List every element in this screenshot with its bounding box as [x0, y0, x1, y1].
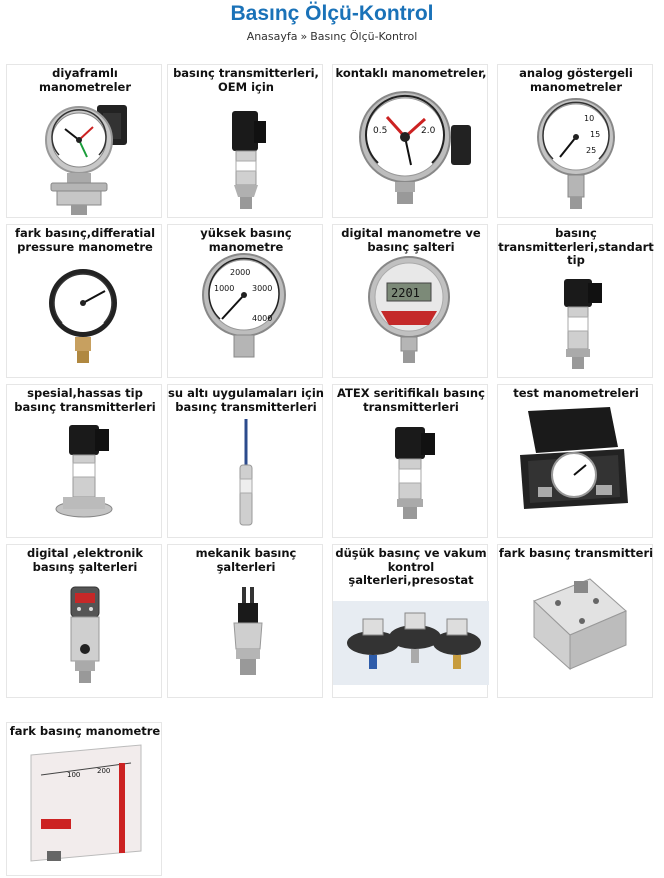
differential-transmitter-block-icon	[498, 545, 654, 699]
svg-text:1000: 1000	[214, 284, 235, 293]
product-card-analog-manometreler[interactable]	[497, 64, 653, 218]
breadcrumb	[0, 30, 664, 43]
svg-text:2000: 2000	[230, 268, 251, 277]
svg-text:10: 10	[584, 114, 595, 123]
test-manometer-case-icon	[498, 385, 654, 539]
product-label: su altı uygulamaları için basınç transmitterleri	[168, 386, 324, 414]
oem-pressure-transmitter-icon	[168, 65, 324, 219]
product-card-kontakli-manometreler[interactable]	[332, 64, 488, 218]
product-grid	[4, 62, 660, 874]
high-pressure-gauge-icon	[168, 225, 324, 379]
contact-manometer-icon	[333, 65, 489, 219]
submersible-transmitter-icon	[168, 385, 324, 539]
diaphragm-manometer-icon	[7, 65, 163, 219]
product-card-fark-basinc-transmitteri[interactable]	[497, 544, 653, 698]
product-card-atex-transmitter[interactable]	[332, 384, 488, 538]
standard-pressure-transmitter-icon	[498, 225, 654, 379]
product-card-presostat[interactable]	[332, 544, 488, 698]
product-label: analog göstergeli manometreler	[519, 66, 633, 94]
svg-text:200: 200	[97, 767, 111, 775]
product-label: mekanik basınç şalterleri	[195, 546, 297, 574]
product-label: kontaklı manometreler,	[335, 66, 487, 80]
hygienic-pressure-transmitter-icon	[7, 385, 163, 539]
product-label: yüksek basınç manometre	[200, 226, 292, 254]
product-label: ATEX seritifikalı basınç transmitterleri	[337, 386, 485, 414]
product-label: düşük basınç ve vakum kontrol şalterleri,presostat	[335, 546, 487, 587]
product-card-spesial-transmitter[interactable]	[6, 384, 162, 538]
svg-text:0.5: 0.5	[373, 126, 388, 136]
product-card-standart-transmitter[interactable]	[497, 224, 653, 378]
svg-text:2201: 2201	[391, 286, 420, 300]
product-label: digital ,elektronik basınş şalterleri	[27, 546, 143, 574]
product-card-digital-manometre[interactable]	[332, 224, 488, 378]
product-label: fark basınç transmitteri	[498, 546, 654, 560]
product-card-su-alti-transmitter[interactable]	[167, 384, 323, 538]
differential-pressure-gauge-icon	[7, 225, 163, 379]
inclined-manometer-icon	[7, 723, 163, 877]
svg-text:3000: 3000	[252, 284, 273, 293]
svg-text:15: 15	[590, 130, 601, 139]
product-card-mekanik-salter[interactable]	[167, 544, 323, 698]
product-label: basınç transmitterleri, OEM için	[173, 66, 319, 94]
mechanical-pressure-switch-icon	[168, 545, 324, 699]
page-title: Basınç Ölçü-Kontrol	[230, 2, 434, 25]
product-label: basınç transmitterleri,standart tip	[498, 226, 654, 267]
product-label: digital manometre ve basınç şalteri	[341, 226, 481, 254]
product-label: diyaframlı manometreler	[39, 66, 131, 94]
analog-gauge-manometer-icon	[498, 65, 654, 219]
vacuum-presostat-icon	[333, 545, 489, 699]
breadcrumb-separator: »	[300, 30, 308, 43]
svg-text:100: 100	[67, 771, 81, 779]
product-card-yuksek-basinc-manometre[interactable]	[167, 224, 323, 378]
digital-manometer-icon	[333, 225, 489, 379]
product-card-fark-basinc-manometre[interactable]	[6, 224, 162, 378]
product-label: fark basınç,differatial pressure manometre	[14, 226, 156, 254]
product-label: fark basınç manometre	[9, 724, 161, 738]
atex-transmitter-icon	[333, 385, 489, 539]
svg-text:2.0: 2.0	[421, 126, 436, 136]
product-label: spesial,hassas tip basınç transmitterleri	[14, 386, 156, 414]
breadcrumb-current: Basınç Ölçü-Kontrol	[310, 30, 418, 43]
electronic-pressure-switch-icon	[7, 545, 163, 699]
product-card-elektronik-salter[interactable]	[6, 544, 162, 698]
breadcrumb-home-link[interactable]: Anasayfa	[246, 30, 298, 43]
product-card-oem-transmitterleri[interactable]	[167, 64, 323, 218]
product-card-fark-basinc-manometre-inclined[interactable]	[6, 722, 162, 876]
product-card-test-manometreleri[interactable]	[497, 384, 653, 538]
product-card-diyaframli-manometreler[interactable]	[6, 64, 162, 218]
product-label: test manometreleri	[513, 386, 639, 400]
svg-text:25: 25	[586, 146, 597, 155]
svg-text:4000: 4000	[252, 314, 273, 323]
